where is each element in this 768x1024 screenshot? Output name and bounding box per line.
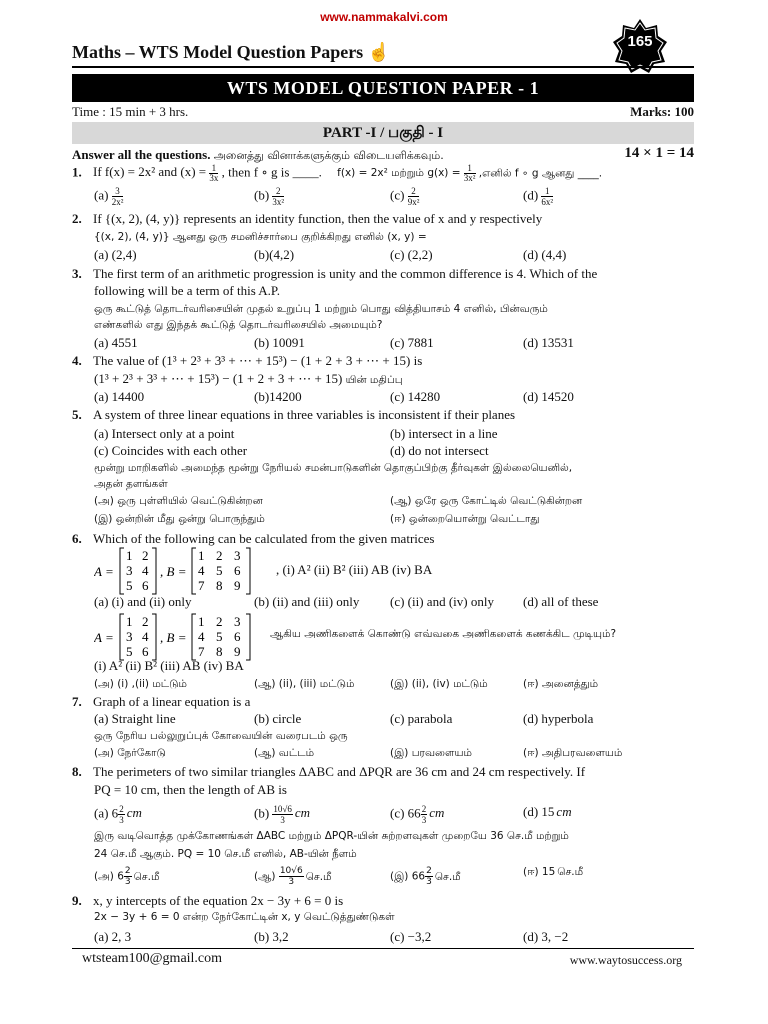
matrix-a-label: A =	[94, 630, 114, 645]
option-a: (a) (i) and (ii) only	[94, 594, 192, 609]
option-ta-d: (ஈ) அதிபரவளையம்	[523, 747, 623, 759]
question-7: 7. Graph of a linear equation is a	[72, 694, 251, 709]
question-text: If {(x, 2), (4, y)} represents an identity function, then the value of x and y respectively	[93, 211, 543, 226]
total-marks: Marks: 100	[630, 104, 694, 119]
option-a: (a) (2,4)	[94, 247, 137, 262]
option-d: (d) 3, −2	[523, 929, 569, 944]
question-3-ta-2: எண்களில் எது இந்தக் கூட்டுத் தொடர்வரிசையில் அமையும்?	[94, 319, 383, 331]
question-8: 8. The perimeters of two similar triangles ΔABC and ΔPQR are 36 cm and 24 cm respectively. If	[72, 764, 586, 779]
matrix-cell: 8	[216, 644, 223, 659]
question-8-line2: PQ = 10 cm, then the length of AB is	[94, 782, 287, 797]
footer-website[interactable]: www.waytosuccess.org	[569, 953, 682, 967]
option-d: (d) do not intersect	[390, 443, 489, 458]
matrix-equation-2	[94, 612, 274, 662]
option-a: (a) 14400	[94, 389, 145, 404]
matrix-cell: 1	[198, 548, 205, 563]
matrix-cell: 6	[142, 578, 149, 593]
matrix-cell: 4	[198, 629, 205, 644]
matrix-cell: 5	[126, 644, 133, 659]
question-text: A system of three linear equations in three variables is inconsistent if their planes	[93, 407, 516, 422]
option-c: (c) 66 $\frac{2}{3}$ cm	[390, 804, 445, 825]
matrix-cell: 9	[234, 644, 241, 659]
question-1	[72, 164, 602, 183]
header-divider	[72, 66, 694, 68]
question-4-ta: (1³ + 2³ + 3³ + ⋯ + 15³) − (1 + 2 + 3 + ⋯ + 15) யின் மதிப்பு	[94, 371, 403, 386]
option-ta-b: (ஆ) ஒரே ஒரு கோட்டில் வெட்டுகின்றன	[390, 495, 583, 507]
option-c: (c) Coincides with each other	[94, 443, 248, 458]
question-3-line2: following will be a term of this A.P.	[94, 283, 280, 298]
option-ta-c: (இ) 66 $\frac{2}{3}$ செ.மீ	[390, 866, 461, 887]
option-c: (c) 7881	[390, 335, 434, 350]
matrix-cell: 1	[126, 614, 133, 629]
question-5-ta-1: மூன்று மாறிகளில் அமைந்த மூன்று நேரியல் சமன்பாடுகளின் தொகுப்பிற்கு தீர்வுகள் இல்லையெனில்,	[94, 462, 573, 474]
matrix-cell: 3	[126, 629, 133, 644]
option-b: (b) 10091	[254, 335, 305, 350]
part-heading: PART -I / பகுதி - I	[72, 122, 694, 144]
matrix-cell: 6	[142, 644, 149, 659]
instructions	[72, 147, 444, 164]
question-6-ta: ஆகிய அணிகளைக் கொண்டு எவ்வகை அணிகளைக் கணக்கிட முடியும்?	[270, 628, 617, 640]
option-b: (b) circle	[254, 711, 302, 726]
option-d: (d) hyperbola	[523, 711, 594, 726]
option-a: (a) 4551	[94, 335, 138, 350]
option-ta-a: (அ) நேர்கோடு	[94, 747, 166, 759]
question-9-ta: 2x − 3y + 6 = 0 என்ற நேர்கோட்டின் x, y வெட்டுத்துண்டுகள்	[94, 911, 395, 923]
matrix-cell: 7	[198, 578, 205, 593]
option-c: (c) (2,2)	[390, 247, 433, 262]
question-6: 6. Which of the following can be calculated from the given matrices	[72, 531, 435, 546]
option-b: (b) (ii) and (iii) only	[254, 594, 360, 609]
matrix-cell: 3	[126, 563, 133, 578]
matrix-b-label: , B =	[160, 630, 187, 645]
matrix-cell: 1	[198, 614, 205, 629]
option-c: (c) (ii) and (iv) only	[390, 594, 494, 609]
matrix-cell: 7	[198, 644, 205, 659]
matrix-cell: 2	[216, 548, 223, 563]
question-8-ta-1: இரு வடிவொத்த முக்கோணங்கள் ΔABC மற்றும் ΔPQR-யின் சுற்றளவுகள் முறையே 36 செ.மீ மற்றும்	[94, 830, 569, 842]
option-ta-c: (இ) பரவளையம்	[390, 747, 472, 759]
matrix-cell: 6	[234, 563, 241, 578]
option-c: (c) $\frac{2}{\text{9x²}}$	[390, 186, 420, 207]
matrix-cell: 2	[142, 614, 149, 629]
question-3: 3. The first term of an arithmetic progression is unity and the common difference is 4. Which of the	[72, 266, 598, 281]
option-b: (b) intersect in a line	[390, 426, 498, 441]
matrix-cell: 4	[142, 629, 149, 644]
option-ta-b: (ஆ) $\frac{10√6}{3}$ செ.மீ	[254, 866, 332, 887]
matrix-cell: 5	[216, 629, 223, 644]
option-a: (a) 6 $\frac{2}{3}$ cm	[94, 804, 142, 825]
option-ta-a: (அ) (i) ,(ii) மட்டும்	[94, 678, 187, 690]
option-ta-a: (அ) ஒரு புள்ளியில் வெட்டுகின்றன	[94, 495, 263, 507]
site-url[interactable]: www.nammakalvi.com	[320, 10, 448, 24]
footer-email[interactable]: wtsteam100@gmail.com	[82, 951, 223, 966]
question-text: x, y intercepts of the equation 2x − 3y + 6 = 0 is	[93, 893, 344, 908]
page-number: 165	[627, 33, 653, 50]
matrix-cell: 8	[216, 578, 223, 593]
matrix-cell: 2	[216, 614, 223, 629]
option-d: (d) 15 cm	[523, 804, 572, 819]
question-text: The perimeters of two similar triangles ΔABC and ΔPQR are 36 cm and 24 cm respectively. If	[93, 764, 586, 779]
paper-title: WTS MODEL QUESTION PAPER - 1	[72, 74, 694, 102]
matrix-equation-1	[94, 546, 274, 596]
header-title: Maths – WTS Model Question Papers ☝	[72, 42, 391, 62]
matrix-parts-en: , (i) A² (ii) B² (iii) AB (iv) BA	[276, 562, 433, 577]
option-b: (b)(4,2)	[254, 247, 295, 262]
option-d: (d) 14520	[523, 389, 574, 404]
option-ta-d: (ஈ) அனைத்தும்	[523, 678, 599, 690]
question-text-ta: ,எனில் f ∘ g ஆனது ____.	[478, 167, 603, 180]
option-c: (c) 14280	[390, 389, 441, 404]
option-a: (a) Straight line	[94, 711, 176, 726]
option-d: (d) (4,4)	[523, 247, 567, 262]
fraction: $\frac{1}{3x}$	[209, 163, 219, 183]
option-ta-c: (இ) (ii), (iv) மட்டும்	[390, 678, 488, 690]
option-ta-d: (ஈ) ஒன்றையொன்று வெட்டாது	[390, 513, 540, 525]
question-text: The first term of an arithmetic progression is unity and the common difference is 4. Which of the	[93, 266, 598, 281]
option-b: (b) $\frac{2}{\text{3x²}}$	[254, 186, 285, 207]
option-d: (d) 13531	[523, 335, 574, 350]
question-text: Graph of a linear equation is a	[93, 694, 251, 709]
matrix-cell: 9	[234, 578, 241, 593]
matrix-cell: 2	[142, 548, 149, 563]
instruction-en: Answer all the questions.	[72, 147, 211, 162]
question-text: If f(x) = 2x² and (x) =	[93, 164, 207, 180]
footer-divider	[72, 948, 694, 949]
question-3-ta-1: ஒரு கூட்டுத் தொடர்வரிசையின் முதல் உறுப்பு 1 மற்றும் பொது வித்தியாசம் 4 எனில், பின்வரும்	[94, 303, 548, 315]
option-a: (a) 2, 3	[94, 929, 132, 944]
option-ta-b: (ஆ) (ii), (iii) மட்டும்	[254, 678, 355, 690]
option-d: (d) all of these	[523, 594, 599, 609]
matrix-cell: 5	[126, 578, 133, 593]
matrix-parts-ta: (i) A² (ii) B² (iii) AB (iv) BA	[94, 658, 244, 673]
option-c: (c) parabola	[390, 711, 453, 726]
question-text: The value of (1³ + 2³ + 3³ + ⋯ + 15³) − (1 + 2 + 3 + ⋯ + 15) is	[93, 353, 423, 368]
matrix-cell: 5	[216, 563, 223, 578]
option-a: (a) Intersect only at a point	[94, 426, 235, 441]
question-2-ta: {(x, 2), (4, y)} ஆனது ஒரு சமனிச்சார்பை குறிக்கிறது எனில் (x, y) =	[94, 231, 427, 243]
option-d: (d) $\frac{1}{\text{6x²}}$	[523, 186, 554, 207]
matrix-cell: 3	[234, 614, 241, 629]
option-b: (b) $\frac{10√6}{3}$ cm	[254, 804, 311, 825]
option-b: (b) 3,2	[254, 929, 289, 944]
marks-formula: 14 × 1 = 14	[624, 145, 694, 161]
question-5: 5. A system of three linear equations in three variables is inconsistent if their planes	[72, 407, 516, 422]
instruction-ta: அனைத்து வினாக்களுக்கும் விடையளிக்கவும்.	[213, 149, 444, 162]
matrix-cell: 6	[234, 629, 241, 644]
question-8-ta-2: 24 செ.மீ ஆகும். PQ = 10 செ.மீ எனில், AB-யின் நீளம்	[94, 848, 357, 860]
question-text: , then f ∘ g is ____.	[221, 164, 322, 180]
matrix-cell: 1	[126, 548, 133, 563]
option-ta-d: (ஈ) 15 செ.மீ	[523, 866, 584, 878]
question-2: 2. If {(x, 2), (4, y)} represents an identity function, then the value of x and y respectively	[72, 211, 543, 226]
question-4: 4. The value of (1³ + 2³ + 3³ + ⋯ + 15³) − (1 + 2 + 3 + ⋯ + 15) is	[72, 353, 423, 368]
fraction: $\frac{1}{\text{3x²}}$	[463, 163, 476, 183]
question-number: 1.	[72, 164, 82, 180]
matrix-cell: 3	[234, 548, 241, 563]
option-ta-b: (ஆ) வட்டம்	[254, 747, 315, 759]
question-text-ta: f(x) = 2x² மற்றும் g(x) =	[337, 167, 461, 180]
time-allowed: Time : 15 min + 3 hrs.	[72, 104, 189, 119]
matrix-cell: 4	[198, 563, 205, 578]
question-text: Which of the following can be calculated from the given matrices	[93, 531, 435, 546]
option-ta-c: (இ) ஒன்றின் மீது ஒன்று பொருந்தும்	[94, 513, 265, 525]
matrix-a-label: A =	[94, 564, 114, 579]
matrix-cell: 4	[142, 563, 149, 578]
option-ta-a: (அ) 6 $\frac{2}{3}$ செ.மீ	[94, 866, 160, 887]
matrix-b-label: , B =	[160, 564, 187, 579]
question-9: 9. x, y intercepts of the equation 2x − 3y + 6 = 0 is	[72, 893, 344, 908]
option-c: (c) −3,2	[390, 929, 432, 944]
question-5-ta-2: அதன் தளங்கள்	[94, 478, 168, 490]
question-7-ta: ஒரு நேரிய பல்லுறுப்புக் கோவையின் வரைபடம் ஒரு	[94, 730, 348, 742]
option-a: (a) $\frac{3}{\text{2x²}}$	[94, 186, 124, 207]
option-b: (b)14200	[254, 389, 302, 404]
